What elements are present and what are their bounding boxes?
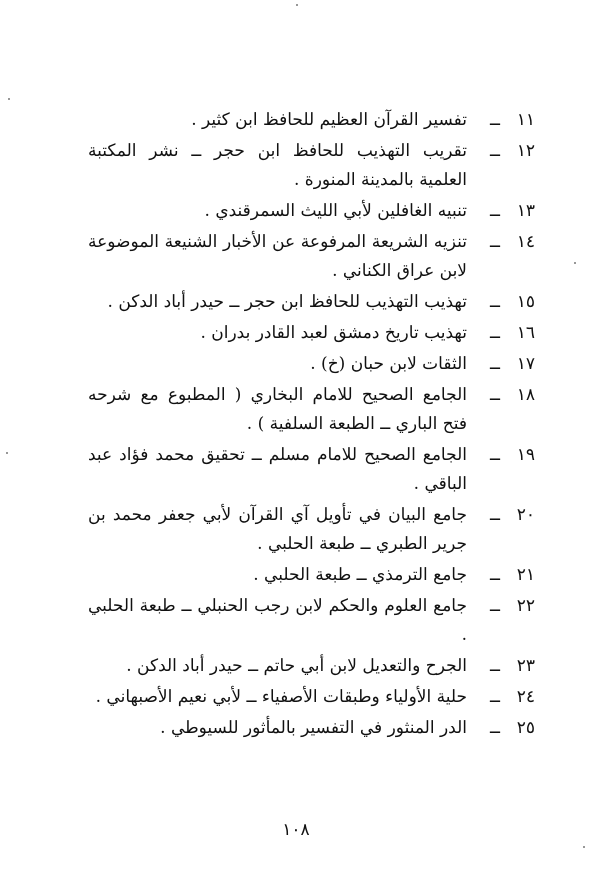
entry-text: جامع البيان في تأويل آي القرآن لأبي جعفر محمد بن جرير الطبري ــ طبعة الحلبي . xyxy=(88,505,467,554)
entry-dash: ــ xyxy=(490,201,500,221)
entry-dash: ــ xyxy=(490,323,500,343)
list-item xyxy=(88,592,535,650)
entry-text: تهذيب التهذيب للحافظ ابن حجر ــ حيدر أباد الدكن . xyxy=(107,292,467,312)
list-item xyxy=(88,714,535,743)
entry-dash: ــ xyxy=(490,505,500,525)
entry-dash: ــ xyxy=(490,596,500,616)
list-item xyxy=(88,561,535,590)
entry-number: ١٤ xyxy=(516,232,535,252)
entry-text: الثقات لابن حبان (خ) . xyxy=(310,354,467,374)
entry-text: الجامع الصحيح للامام مسلم ــ تحقيق محمد فؤاد عبد الباقي . xyxy=(88,445,467,494)
entry-number: ١٣ xyxy=(516,201,535,221)
entry-number: ٢٣ xyxy=(516,656,535,676)
entry-number: ٢٠ xyxy=(516,505,535,525)
scan-speck xyxy=(583,846,585,848)
entry-number: ١٧ xyxy=(516,354,535,374)
list-item xyxy=(88,228,535,286)
entry-text: تنبيه الغافلين لأبي الليث السمرقندي . xyxy=(204,201,467,221)
entry-text: الجرح والتعديل لابن أبي حاتم ــ حيدر أباد الدكن . xyxy=(126,656,467,676)
list-item xyxy=(88,137,535,195)
entry-dash: ــ xyxy=(490,687,500,707)
entry-text: تقريب التهذيب للحافظ ابن حجر ــ نشر المكتبة العلمية بالمدينة المنورة . xyxy=(88,141,467,190)
entry-dash: ــ xyxy=(490,445,500,465)
entry-dash: ــ xyxy=(490,565,500,585)
entry-number: ٢٥ xyxy=(516,718,535,738)
entry-text: تفسير القرآن العظيم للحافظ ابن كثير . xyxy=(191,110,467,130)
entry-number: ١٦ xyxy=(516,323,535,343)
entry-number: ١٥ xyxy=(516,292,535,312)
list-item xyxy=(88,381,535,439)
entry-dash: ــ xyxy=(490,292,500,312)
entry-number: ١٢ xyxy=(516,141,535,161)
entry-text: تنزيه الشريعة المرفوعة عن الأخبار الشنيعة الموضوعة لابن عراق الكناني . xyxy=(88,232,467,281)
entry-number: ١٨ xyxy=(516,385,535,405)
list-item xyxy=(88,106,535,135)
entry-dash: ــ xyxy=(490,232,500,252)
scan-speck xyxy=(8,98,10,100)
entry-dash: ــ xyxy=(490,656,500,676)
scan-speck xyxy=(574,262,576,264)
list-item xyxy=(88,350,535,379)
list-item xyxy=(88,319,535,348)
list-item xyxy=(88,501,535,559)
entry-text: جامع الترمذي ــ طبعة الحلبي . xyxy=(253,565,467,585)
list-item xyxy=(88,441,535,499)
entry-text: الجامع الصحيح للامام البخاري ( المطبوع مع شرحه فتح الباري ــ الطبعة السلفية ) . xyxy=(88,385,467,434)
entry-text: الدر المنثور في التفسير بالمأثور للسيوطي . xyxy=(160,718,467,738)
entry-text: جامع العلوم والحكم لابن رجب الحنبلي ــ طبعة الحلبي . xyxy=(88,596,467,645)
scan-speck xyxy=(296,4,298,6)
entry-number: ١٩ xyxy=(516,445,535,465)
list-item xyxy=(88,683,535,712)
entry-dash: ــ xyxy=(490,141,500,161)
entry-text: تهذيب تاريخ دمشق لعبد القادر بدران . xyxy=(200,323,467,343)
scan-speck xyxy=(6,452,8,454)
entry-dash: ــ xyxy=(490,354,500,374)
list-item xyxy=(88,197,535,226)
entry-dash: ــ xyxy=(490,385,500,405)
entry-number: ٢٢ xyxy=(516,596,535,616)
list-item xyxy=(88,652,535,681)
entry-dash: ــ xyxy=(490,718,500,738)
reference-list xyxy=(88,106,535,745)
entry-number: ٢٤ xyxy=(516,687,535,707)
entry-text: حلية الأولياء وطبقات الأصفياء ــ لأبي نعيم الأصبهاني . xyxy=(95,687,467,707)
entry-number: ١١ xyxy=(516,110,535,130)
entry-number: ٢١ xyxy=(516,565,535,585)
page-number: ١٠٨ xyxy=(282,820,310,840)
list-item xyxy=(88,288,535,317)
entry-dash: ــ xyxy=(490,110,500,130)
